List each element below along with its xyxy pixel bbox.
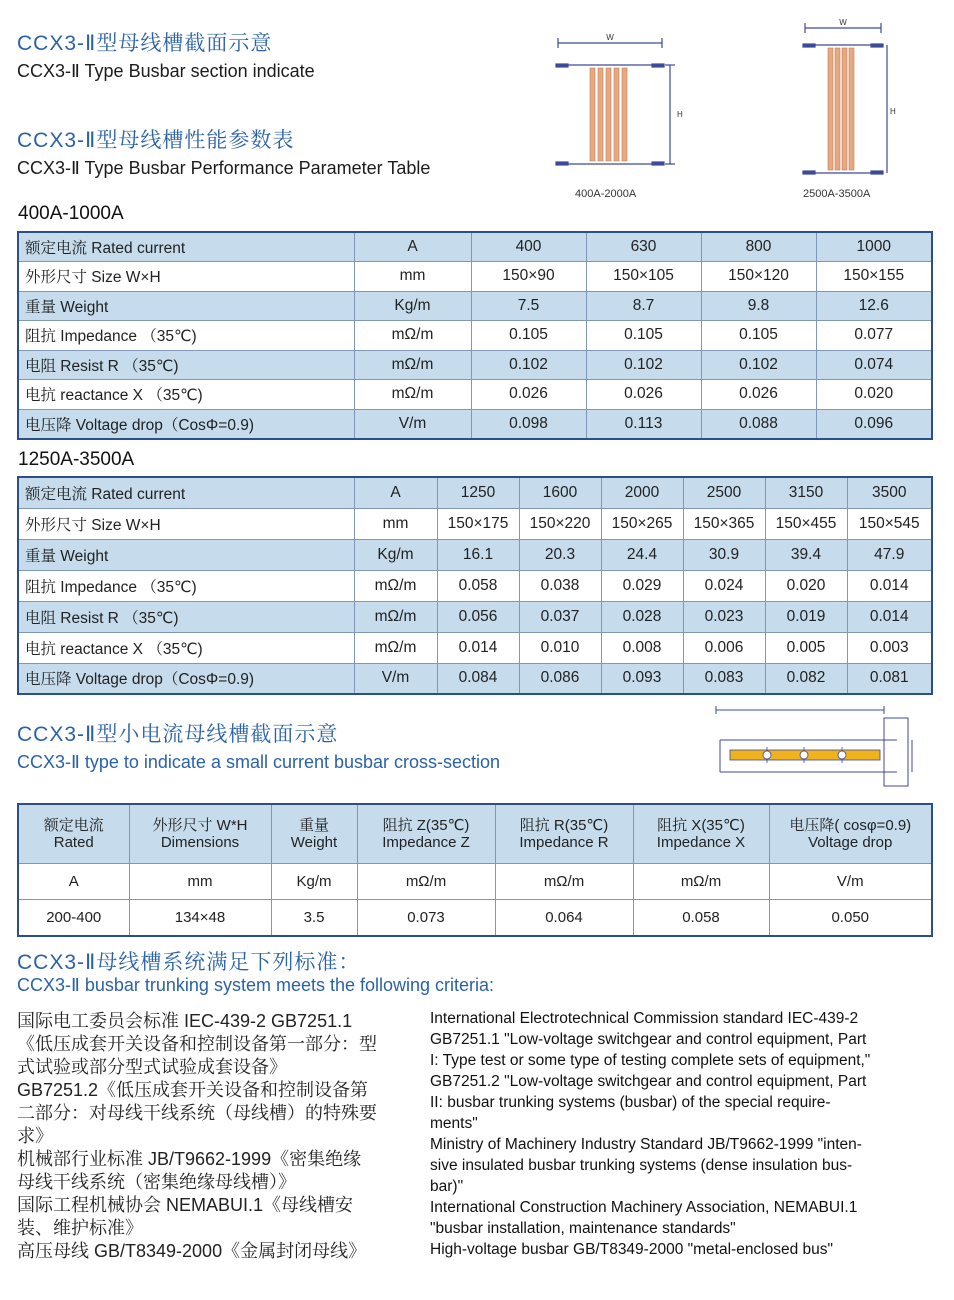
row-value: 150×105 — [586, 262, 701, 292]
column-header-en: Voltage drop — [808, 834, 893, 851]
column-header-en: Dimensions — [160, 834, 240, 851]
column-header — [495, 804, 633, 864]
row-label: 外形尺寸 Size W×H — [18, 262, 354, 292]
row-unit: A — [354, 477, 437, 508]
column-header-en: Impedance Z — [382, 834, 470, 851]
standard-line: 高压母线 GB/T8349-2000《金属封闭母线》 — [17, 1241, 367, 1261]
row-value: 0.029 — [601, 570, 683, 601]
table-row — [18, 539, 932, 570]
table-row — [18, 663, 932, 694]
row-label: 电抗 reactance X （35℃) — [18, 380, 354, 410]
table-row — [18, 232, 932, 262]
row-value: 0.081 — [847, 663, 932, 694]
row-value: 0.093 — [601, 663, 683, 694]
row-label: 重量 Weight — [18, 291, 354, 321]
row-value: 0.010 — [519, 632, 601, 663]
busbar-section-diagram-small — [550, 28, 700, 180]
standard-line: 机械部行业标准 JB/T9662-1999《密集绝缘 — [17, 1149, 362, 1169]
row-value: 16.1 — [437, 539, 519, 570]
dim-w-label: W — [839, 18, 847, 27]
row-value: 1250 — [437, 477, 519, 508]
row-value: 0.020 — [765, 570, 847, 601]
row-unit: mΩ/m — [354, 570, 437, 601]
criteria-title-cn: CCX3-Ⅱ母线槽系统满足下列标准： — [17, 951, 361, 974]
row-value: 0.008 — [601, 632, 683, 663]
column-header-cn: 重量 — [298, 817, 329, 834]
row-value: 0.086 — [519, 663, 601, 694]
row-label: 电阻 Resist R （35℃) — [18, 601, 354, 632]
row-value: 0.014 — [437, 632, 519, 663]
row-label: 阻抗 Impedance （35℃) — [18, 321, 354, 351]
row-value: 0.082 — [765, 663, 847, 694]
row-value: 0.024 — [683, 570, 765, 601]
standard-line: Ministry of Machinery Industry Standard JB/T9662-1999 "inten- — [430, 1136, 862, 1153]
value-cell: 0.064 — [495, 900, 633, 937]
row-value: 0.105 — [701, 321, 816, 351]
row-value: 0.105 — [586, 321, 701, 351]
row-value: 150×120 — [701, 262, 816, 292]
row-unit: mm — [354, 262, 471, 292]
row-unit: A — [354, 232, 471, 262]
table-header-row — [18, 804, 932, 864]
row-value: 0.006 — [683, 632, 765, 663]
column-header-cn: 电压降( cosφ=0.9) — [789, 817, 912, 834]
column-header-cn: 额定电流 — [43, 817, 104, 834]
row-value: 0.019 — [765, 601, 847, 632]
row-value: 0.026 — [586, 380, 701, 410]
row-value: 39.4 — [765, 539, 847, 570]
row-value: 9.8 — [701, 291, 816, 321]
row-unit: Kg/m — [354, 539, 437, 570]
performance-table-2 — [17, 476, 933, 695]
column-header-cn: 阻抗 X(35℃) — [657, 817, 745, 834]
column-header — [633, 804, 769, 864]
row-value: 47.9 — [847, 539, 932, 570]
range-label-1: 400A-1000A — [18, 203, 124, 224]
table-row — [18, 409, 932, 439]
column-header-en: Weight — [290, 834, 338, 851]
copper-bars — [590, 68, 627, 161]
column-header — [129, 804, 271, 864]
row-value: 0.003 — [847, 632, 932, 663]
section-title-en: CCX3-Ⅱ Type Busbar section indicate — [17, 61, 315, 81]
row-unit: mΩ/m — [354, 632, 437, 663]
section-title-cn: CCX3-Ⅱ型母线槽截面示意 — [17, 32, 273, 55]
small-busbar-table — [17, 803, 933, 937]
row-label: 额定电流 Rated current — [18, 232, 354, 262]
standard-line: 《低压成套开关设备和控制设备第一部分：型 — [17, 1034, 377, 1054]
row-unit: V/m — [354, 409, 471, 439]
column-header-en: Impedance X — [656, 834, 746, 851]
unit-cell: mΩ/m — [357, 864, 495, 900]
row-value: 3500 — [847, 477, 932, 508]
row-value: 0.014 — [847, 601, 932, 632]
column-header-cn: 外形尺寸 W*H — [152, 817, 248, 834]
standard-line: 二部分：对母线干线系统（母线槽）的特殊要 — [17, 1103, 377, 1123]
units-row — [18, 864, 932, 900]
row-value: 0.028 — [601, 601, 683, 632]
table-row — [18, 291, 932, 321]
row-unit: mm — [354, 508, 437, 539]
table-row — [18, 350, 932, 380]
dim-w-label: W — [606, 33, 614, 42]
small-busbar-diagram — [712, 700, 917, 795]
busbar-conductors — [730, 747, 880, 763]
row-label: 额定电流 Rated current — [18, 477, 354, 508]
row-value: 7.5 — [471, 291, 586, 321]
value-cell: 3.5 — [271, 900, 357, 937]
unit-cell: V/m — [769, 864, 932, 900]
standards-list-cn — [17, 1010, 422, 1263]
standard-line: 国际工程机械协会 NEMABUI.1《母线槽安 — [17, 1195, 354, 1215]
row-label: 电抗 reactance X （35℃) — [18, 632, 354, 663]
standard-line: 式试验或部分型式试验成套设备》 — [17, 1057, 287, 1077]
row-value: 0.102 — [471, 350, 586, 380]
column-header — [271, 804, 357, 864]
value-cell: 0.073 — [357, 900, 495, 937]
row-label: 外形尺寸 Size W×H — [18, 508, 354, 539]
column-header-en: Impedance R — [519, 834, 609, 851]
row-value: 24.4 — [601, 539, 683, 570]
row-value: 0.098 — [471, 409, 586, 439]
standard-line: GB7251.2《低压成套开关设备和控制设备第 — [17, 1080, 369, 1100]
standard-line: 求》 — [17, 1126, 53, 1146]
row-value: 0.083 — [683, 663, 765, 694]
standard-line: International Electrotechnical Commission standard IEC-439-2 — [430, 1010, 859, 1027]
row-value: 0.023 — [683, 601, 765, 632]
range-label-2: 1250A-3500A — [18, 449, 135, 470]
row-label: 电压降 Voltage drop（CosΦ=0.9) — [18, 663, 354, 694]
standard-line: ments" — [430, 1115, 478, 1132]
row-value: 0.077 — [816, 321, 932, 351]
row-value: 0.056 — [437, 601, 519, 632]
row-value: 8.7 — [586, 291, 701, 321]
row-value: 630 — [586, 232, 701, 262]
row-value: 0.026 — [701, 380, 816, 410]
unit-cell: mΩ/m — [495, 864, 633, 900]
row-unit: Kg/m — [354, 291, 471, 321]
copper-bars — [828, 48, 854, 170]
row-value: 0.037 — [519, 601, 601, 632]
row-value: 150×365 — [683, 508, 765, 539]
standard-line: I: Type test or some type of testing complete sets of equipment," — [430, 1052, 871, 1069]
row-unit: mΩ/m — [354, 380, 471, 410]
row-value: 3150 — [765, 477, 847, 508]
table-row — [18, 632, 932, 663]
row-value: 2000 — [601, 477, 683, 508]
value-cell: 0.058 — [633, 900, 769, 937]
row-value: 400 — [471, 232, 586, 262]
unit-cell: Kg/m — [271, 864, 357, 900]
dim-h-label: H — [890, 107, 896, 116]
row-value: 800 — [701, 232, 816, 262]
row-value: 150×265 — [601, 508, 683, 539]
row-value: 0.038 — [519, 570, 601, 601]
unit-cell: A — [18, 864, 129, 900]
value-cell: 0.050 — [769, 900, 932, 937]
value-cell: 200-400 — [18, 900, 129, 937]
row-value: 1600 — [519, 477, 601, 508]
table-title-cn: CCX3-Ⅱ型母线槽性能参数表 — [17, 129, 295, 152]
values-row — [18, 900, 932, 937]
standard-line: 装、维护标准》 — [17, 1218, 143, 1238]
row-value: 0.026 — [471, 380, 586, 410]
row-value: 0.113 — [586, 409, 701, 439]
standard-line: International Construction Machinery Association, NEMABUI.1 — [430, 1199, 858, 1216]
row-label: 重量 Weight — [18, 539, 354, 570]
row-unit: mΩ/m — [354, 321, 471, 351]
row-value: 0.102 — [701, 350, 816, 380]
row-label: 电阻 Resist R （35℃) — [18, 350, 354, 380]
row-value: 0.102 — [586, 350, 701, 380]
row-value: 150×175 — [437, 508, 519, 539]
standard-line: sive insulated busbar trunking systems (dense insulation bus- — [430, 1157, 853, 1174]
column-header — [357, 804, 495, 864]
table-row — [18, 508, 932, 539]
row-value: 150×545 — [847, 508, 932, 539]
row-value: 0.058 — [437, 570, 519, 601]
standard-line: II: busbar trunking systems (busbar) of the special require- — [430, 1094, 831, 1111]
table-row — [18, 262, 932, 292]
unit-cell: mΩ/m — [633, 864, 769, 900]
row-value: 30.9 — [683, 539, 765, 570]
row-value: 2500 — [683, 477, 765, 508]
row-unit: V/m — [354, 663, 437, 694]
row-value: 12.6 — [816, 291, 932, 321]
column-header — [18, 804, 129, 864]
row-value: 0.014 — [847, 570, 932, 601]
row-value: 0.105 — [471, 321, 586, 351]
row-value: 150×220 — [519, 508, 601, 539]
row-value: 150×155 — [816, 262, 932, 292]
row-value: 0.088 — [701, 409, 816, 439]
small-busbar-title-en: CCX3-Ⅱ type to indicate a small current busbar cross-section — [17, 752, 501, 772]
table-row — [18, 570, 932, 601]
dim-h-label: H — [677, 110, 683, 119]
row-label: 阻抗 Impedance （35℃) — [18, 570, 354, 601]
standard-line: High-voltage busbar GB/T8349-2000 "metal-enclosed bus" — [430, 1241, 834, 1258]
standard-line: GB7251.2 "Low-voltage switchgear and control equipment, Part — [430, 1073, 867, 1090]
row-value: 0.074 — [816, 350, 932, 380]
value-cell: 134×48 — [129, 900, 271, 937]
row-value: 0.084 — [437, 663, 519, 694]
diagram-caption-left: 400A-2000A — [575, 188, 637, 200]
performance-table-1 — [17, 231, 933, 440]
row-unit: mΩ/m — [354, 350, 471, 380]
row-value: 20.3 — [519, 539, 601, 570]
table-title-en: CCX3-Ⅱ Type Busbar Performance Parameter Table — [17, 158, 431, 178]
criteria-title-en: CCX3-Ⅱ busbar trunking system meets the following criteria: — [17, 975, 495, 995]
table-row — [18, 321, 932, 351]
table-row — [18, 477, 932, 508]
row-value: 150×90 — [471, 262, 586, 292]
row-value: 0.096 — [816, 409, 932, 439]
standard-line: 国际电工委员会标准 IEC-439-2 GB7251.1 — [17, 1011, 353, 1031]
standard-line: GB7251.1 "Low-voltage switchgear and control equipment, Part — [430, 1031, 867, 1048]
column-header-en: Rated — [53, 834, 94, 851]
table-row — [18, 601, 932, 632]
standard-line: 母线干线系统（密集绝缘母线槽）》 — [17, 1172, 296, 1192]
busbar-section-diagram-large — [795, 14, 895, 184]
row-value: 0.005 — [765, 632, 847, 663]
standard-line: "busbar installation, maintenance standards" — [430, 1220, 736, 1237]
row-value: 0.020 — [816, 380, 932, 410]
standard-line: bar)" — [430, 1178, 464, 1195]
row-value: 150×455 — [765, 508, 847, 539]
small-busbar-title-cn: CCX3-Ⅱ型小电流母线槽截面示意 — [17, 723, 339, 746]
row-label: 电压降 Voltage drop（CosΦ=0.9) — [18, 409, 354, 439]
standards-list-en — [430, 1008, 935, 1260]
row-value: 1000 — [816, 232, 932, 262]
unit-cell: mm — [129, 864, 271, 900]
column-header-cn: 阻抗 Z(35℃) — [382, 817, 470, 834]
table-row — [18, 380, 932, 410]
column-header-cn: 阻抗 R(35℃) — [519, 817, 609, 834]
column-header — [769, 804, 932, 864]
row-unit: mΩ/m — [354, 601, 437, 632]
diagram-caption-right: 2500A-3500A — [803, 188, 871, 200]
